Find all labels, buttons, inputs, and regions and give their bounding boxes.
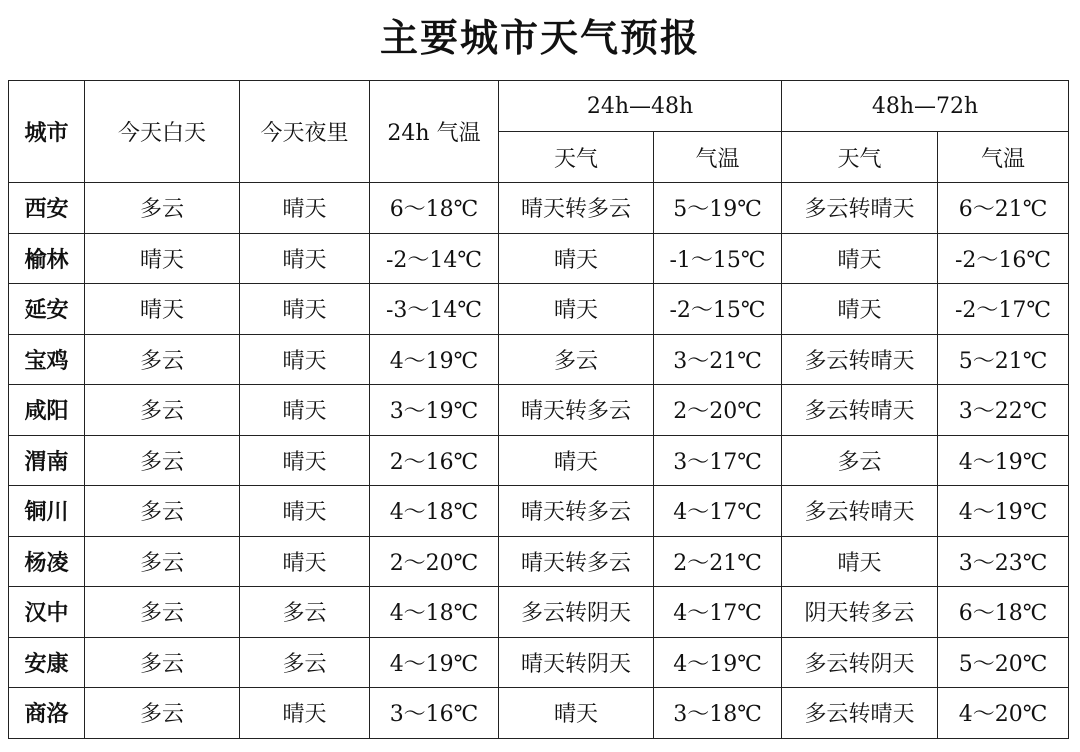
temp-24h-cell: -2～14℃ (370, 233, 499, 284)
weather-48h-cell: 多云转阴天 (499, 587, 654, 638)
weather-48h-cell: 晴天转多云 (499, 536, 654, 587)
today-night-cell: 晴天 (240, 688, 370, 739)
temp-24h-cell: 4～19℃ (370, 637, 499, 688)
today-day-cell: 多云 (85, 183, 240, 234)
city-cell: 商洛 (9, 688, 85, 739)
table-row (9, 486, 1069, 537)
table-row (9, 587, 1069, 638)
weather-72h-cell: 多云转阴天 (782, 637, 938, 688)
forecast-table (8, 80, 1069, 739)
table-row (9, 385, 1069, 436)
weather-48h-cell: 晴天转多云 (499, 183, 654, 234)
temp-48h-cell: 2～20℃ (654, 385, 782, 436)
today-day-cell: 多云 (85, 486, 240, 537)
table-row (9, 435, 1069, 486)
weather-72h-cell: 多云转晴天 (782, 334, 938, 385)
table-row (9, 183, 1069, 234)
today-night-cell: 晴天 (240, 536, 370, 587)
temp-48h-cell: -2～15℃ (654, 284, 782, 335)
today-day-cell: 多云 (85, 637, 240, 688)
weather-72h-cell: 晴天 (782, 233, 938, 284)
today-day-cell: 多云 (85, 334, 240, 385)
city-cell: 汉中 (9, 587, 85, 638)
temp-72h-cell: 3～23℃ (938, 536, 1069, 587)
city-cell: 宝鸡 (9, 334, 85, 385)
temp-48h-cell: 3～18℃ (654, 688, 782, 739)
temp-24h-cell: 2～16℃ (370, 435, 499, 486)
today-day-cell: 多云 (85, 536, 240, 587)
weather-48h-cell: 多云 (499, 334, 654, 385)
weather-72h-cell: 多云转晴天 (782, 385, 938, 436)
temp-24h-cell: 4～19℃ (370, 334, 499, 385)
weather-72h-cell: 阴天转多云 (782, 587, 938, 638)
today-day-cell: 多云 (85, 435, 240, 486)
weather-72h-cell: 多云转晴天 (782, 183, 938, 234)
today-day-cell: 多云 (85, 385, 240, 436)
temp-48h-cell: 4～17℃ (654, 486, 782, 537)
temp-48h-cell: 3～21℃ (654, 334, 782, 385)
today-night-cell: 多云 (240, 637, 370, 688)
today-night-cell: 晴天 (240, 486, 370, 537)
temp-72h-cell: 3～22℃ (938, 385, 1069, 436)
city-cell: 榆林 (9, 233, 85, 284)
weather-48h-cell: 晴天 (499, 435, 654, 486)
temp-48h-cell: 2～21℃ (654, 536, 782, 587)
temp-24h-cell: 4～18℃ (370, 587, 499, 638)
table-row (9, 536, 1069, 587)
weather-48h-cell: 晴天转阴天 (499, 637, 654, 688)
temp-24h-cell: 2～20℃ (370, 536, 499, 587)
weather-48h-cell: 晴天转多云 (499, 385, 654, 436)
temp-72h-cell: 5～20℃ (938, 637, 1069, 688)
header-weather-72: 天气 (782, 132, 938, 183)
temp-48h-cell: 3～17℃ (654, 435, 782, 486)
city-cell: 安康 (9, 637, 85, 688)
header-temp-72: 气温 (938, 132, 1069, 183)
temp-24h-cell: 4～18℃ (370, 486, 499, 537)
header-weather-48: 天气 (499, 132, 654, 183)
table-row (9, 334, 1069, 385)
today-night-cell: 晴天 (240, 284, 370, 335)
header-temp-48: 气温 (654, 132, 782, 183)
temp-48h-cell: -1～15℃ (654, 233, 782, 284)
temp-24h-cell: 3～19℃ (370, 385, 499, 436)
today-night-cell: 晴天 (240, 183, 370, 234)
forecast-body (9, 183, 1069, 739)
today-night-cell: 晴天 (240, 385, 370, 436)
temp-24h-cell: 3～16℃ (370, 688, 499, 739)
city-cell: 西安 (9, 183, 85, 234)
today-night-cell: 多云 (240, 587, 370, 638)
table-row (9, 637, 1069, 688)
temp-48h-cell: 4～19℃ (654, 637, 782, 688)
temp-72h-cell: -2～16℃ (938, 233, 1069, 284)
temp-72h-cell: 4～19℃ (938, 486, 1069, 537)
city-cell: 铜川 (9, 486, 85, 537)
city-cell: 延安 (9, 284, 85, 335)
temp-72h-cell: 5～21℃ (938, 334, 1069, 385)
city-cell: 渭南 (9, 435, 85, 486)
weather-48h-cell: 晴天 (499, 688, 654, 739)
today-night-cell: 晴天 (240, 435, 370, 486)
today-night-cell: 晴天 (240, 334, 370, 385)
city-cell: 咸阳 (9, 385, 85, 436)
weather-48h-cell: 晴天 (499, 284, 654, 335)
today-day-cell: 多云 (85, 688, 240, 739)
temp-48h-cell: 4～17℃ (654, 587, 782, 638)
weather-72h-cell: 晴天 (782, 536, 938, 587)
today-night-cell: 晴天 (240, 233, 370, 284)
temp-72h-cell: 4～20℃ (938, 688, 1069, 739)
weather-72h-cell: 晴天 (782, 284, 938, 335)
today-day-cell: 多云 (85, 587, 240, 638)
header-range-48-72: 48h—72h (782, 81, 1069, 132)
temp-72h-cell: 6～21℃ (938, 183, 1069, 234)
weather-48h-cell: 晴天转多云 (499, 486, 654, 537)
temp-24h-cell: -3～14℃ (370, 284, 499, 335)
table-row (9, 688, 1069, 739)
today-day-cell: 晴天 (85, 233, 240, 284)
header-today-day: 今天白天 (85, 81, 240, 183)
weather-72h-cell: 多云转晴天 (782, 688, 938, 739)
temp-72h-cell: 4～19℃ (938, 435, 1069, 486)
today-day-cell: 晴天 (85, 284, 240, 335)
header-range-24-48: 24h—48h (499, 81, 782, 132)
city-cell: 杨凌 (9, 536, 85, 587)
temp-72h-cell: -2～17℃ (938, 284, 1069, 335)
weather-48h-cell: 晴天 (499, 233, 654, 284)
weather-72h-cell: 多云 (782, 435, 938, 486)
header-city: 城市 (9, 81, 85, 183)
header-row-top (9, 81, 1069, 132)
temp-72h-cell: 6～18℃ (938, 587, 1069, 638)
page-title: 主要城市天气预报 (379, 15, 700, 60)
header-today-night: 今天夜里 (240, 81, 370, 183)
temp-48h-cell: 5～19℃ (654, 183, 782, 234)
table-row (9, 233, 1069, 284)
temp-24h-cell: 6～18℃ (370, 183, 499, 234)
header-temp-24h: 24h 气温 (370, 81, 499, 183)
weather-72h-cell: 多云转晴天 (782, 486, 938, 537)
table-row (9, 284, 1069, 335)
